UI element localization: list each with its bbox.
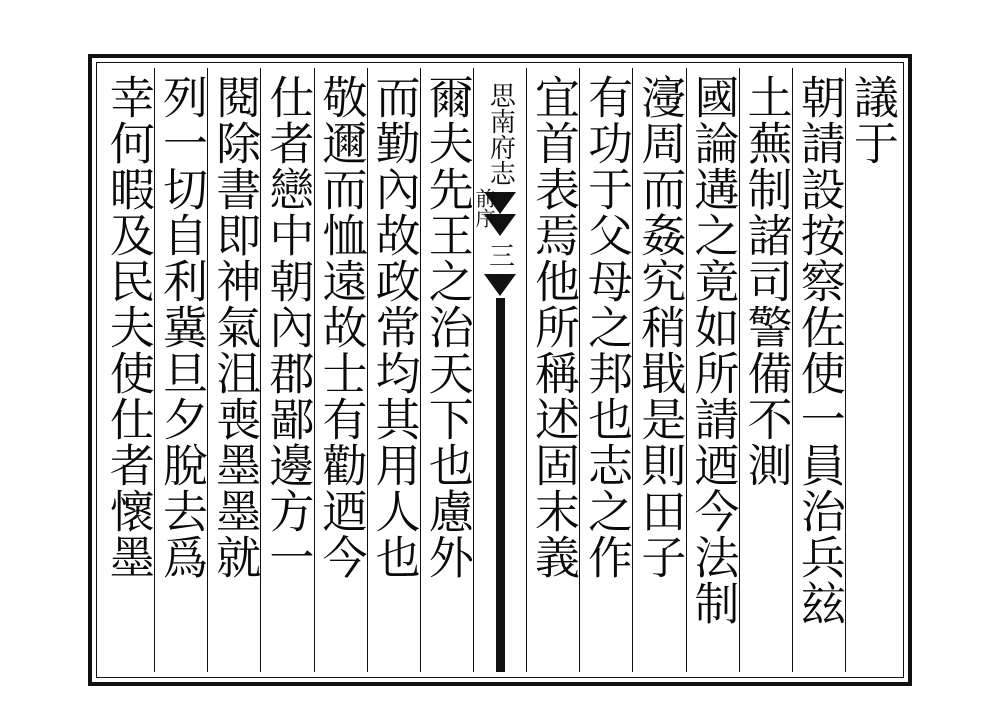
text-columns xyxy=(102,68,898,672)
text-column xyxy=(739,68,792,672)
section-label: 前序 xyxy=(472,188,497,228)
text-column xyxy=(102,68,154,672)
column-text: 朝請設按察佐使一員治兵玆 xyxy=(792,74,846,626)
text-column xyxy=(314,68,367,672)
page-number: 三 xyxy=(484,242,515,268)
banxin xyxy=(474,68,526,672)
center-fold-bar xyxy=(496,298,505,672)
column-text: 宜首表焉他所稱述固末義 xyxy=(527,74,581,580)
text-column xyxy=(579,68,632,672)
column-text: 議于 xyxy=(845,74,899,166)
text-column xyxy=(792,68,845,672)
column-text: 有功于父母之邦也志之作 xyxy=(580,74,634,580)
text-column xyxy=(632,68,685,672)
center-fold-column xyxy=(473,68,526,672)
text-column xyxy=(260,68,313,672)
column-text: 土蕪制諸司警備不測 xyxy=(739,74,793,488)
woodblock-frame xyxy=(88,54,912,686)
column-text: 列一切自利冀旦夕脫去爲 xyxy=(155,74,209,580)
text-column xyxy=(367,68,420,672)
column-text: 濅周而姦究稍戢是則田子 xyxy=(633,74,687,580)
column-text: 國論遘之竟如所請迺今法制 xyxy=(686,74,740,626)
text-column xyxy=(207,68,260,672)
text-column xyxy=(526,68,579,672)
text-column xyxy=(686,68,739,672)
column-text: 幸何暇及民夫使仕者懷墨 xyxy=(101,74,155,580)
column-text: 敬邇而恤遠故士有勸迺今 xyxy=(314,74,368,580)
text-column xyxy=(420,68,473,672)
column-text: 仕者戀中朝內郡鄙邊方一 xyxy=(261,74,315,580)
fishtail-bottom-icon xyxy=(484,274,516,296)
text-column xyxy=(154,68,207,672)
column-text: 閱除書即神氣沮喪墨墨就 xyxy=(208,74,262,580)
column-text: 而勤內故政常均其用人也 xyxy=(367,74,421,580)
woodblock-inner-border xyxy=(96,62,904,678)
column-text: 爾夫先王之治天下也慮外 xyxy=(420,74,474,580)
text-column xyxy=(845,68,898,672)
book-title: 思南府志 xyxy=(485,82,516,186)
